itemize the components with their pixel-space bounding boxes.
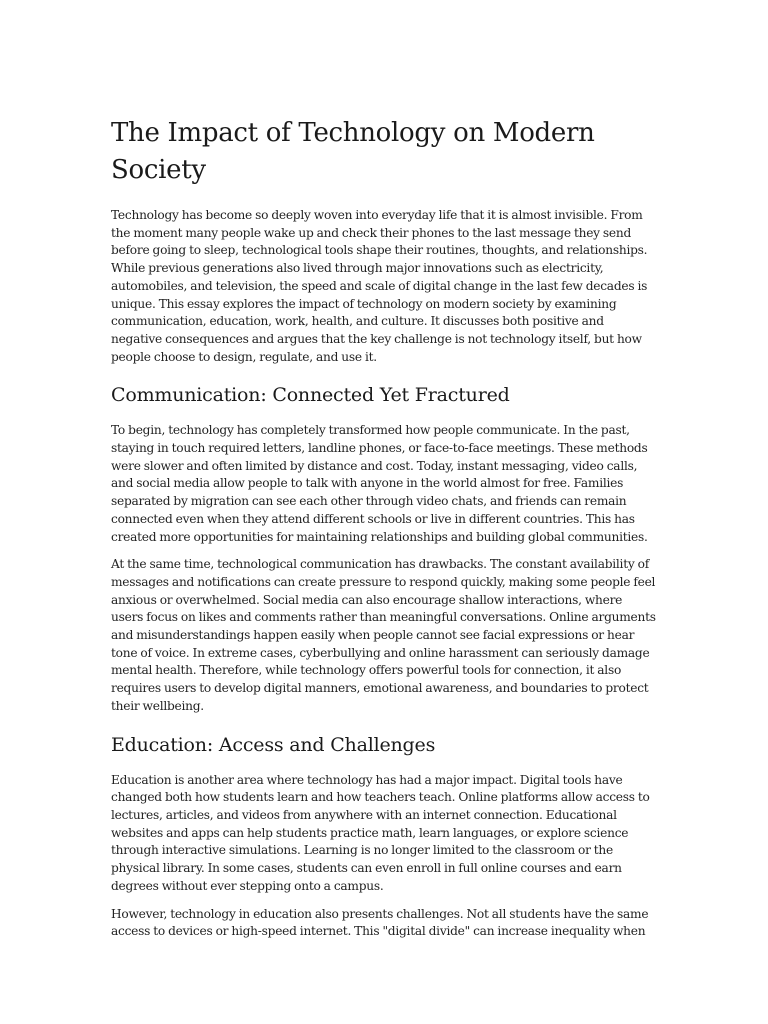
section-heading-education: Education: Access and Challenges: [111, 733, 436, 756]
document-page: [111, 115, 657, 951]
paragraph: However, technology in education also presents challenges. Not all students have the same access to devices or high-speed internet. This "digital divide" can increase inequality when: [111, 906, 649, 939]
paragraph: At the same time, technological communication has drawbacks. The constant availability of messages and notifications can create pressure to respond quickly, making some people feel anxious or overwhelmed. Social media can also encourage shallow interactions, where users focus on likes and comments rather than meaningful conversations. Online arguments and misunderstandings happen easily when people cannot see facial expressions or hear tone of voice. In extreme cases, cyberbullying and online harassment can seriously damage mental health. Therefore, while technology offers powerful tools for connection, it also requires users to develop digital manners, emotional awareness, and boundaries to protect their wellbeing.: [111, 557, 656, 713]
document-title: The Impact of Technology on Modern Society: [111, 118, 595, 185]
paragraph: Education is another area where technology has had a major impact. Digital tools have changed both how students learn and how teachers teach. Online platforms allow access to lectures, articles, and videos from anywhere with an internet connection. Educational websites and apps can help students practice math, learn languages, or explore science through interactive simulations. Learning is no longer limited to the classroom or the physical library. In some cases, students can even enroll in full online courses and earn degrees without ever stepping onto a campus.: [111, 772, 650, 893]
intro-paragraph: Technology has become so deeply woven into everyday life that it is almost invisible. From the moment many people wake up and check their phones to the last message they send before going to sleep, technological tools shape their routines, thoughts, and relationships. While previous generations also lived through major innovations such as electricity, automobiles, and television, the speed and scale of digital change in the last few decades is unique. This essay explores the impact of technology on modern society by examining communication, education, work, health, and culture. It discusses both positive and negative consequences and argues that the key challenge is not technology itself, but how people choose to design, regulate, and use it.: [111, 208, 648, 364]
section-heading-communication: Communication: Connected Yet Fractured: [111, 384, 510, 407]
paragraph: To begin, technology has completely transformed how people communicate. In the past, staying in touch required letters, landline phones, or face-to-face meetings. These methods were slower and often limited by distance and cost. Today, instant messaging, video calls, and social media allow people to talk with anyone in the world almost for free. Families separated by migration can see each other through video chats, and friends can remain connected even when they attend different schools or live in different countries. This has created more opportunities for maintaining relationships and building global communities.: [111, 423, 648, 544]
